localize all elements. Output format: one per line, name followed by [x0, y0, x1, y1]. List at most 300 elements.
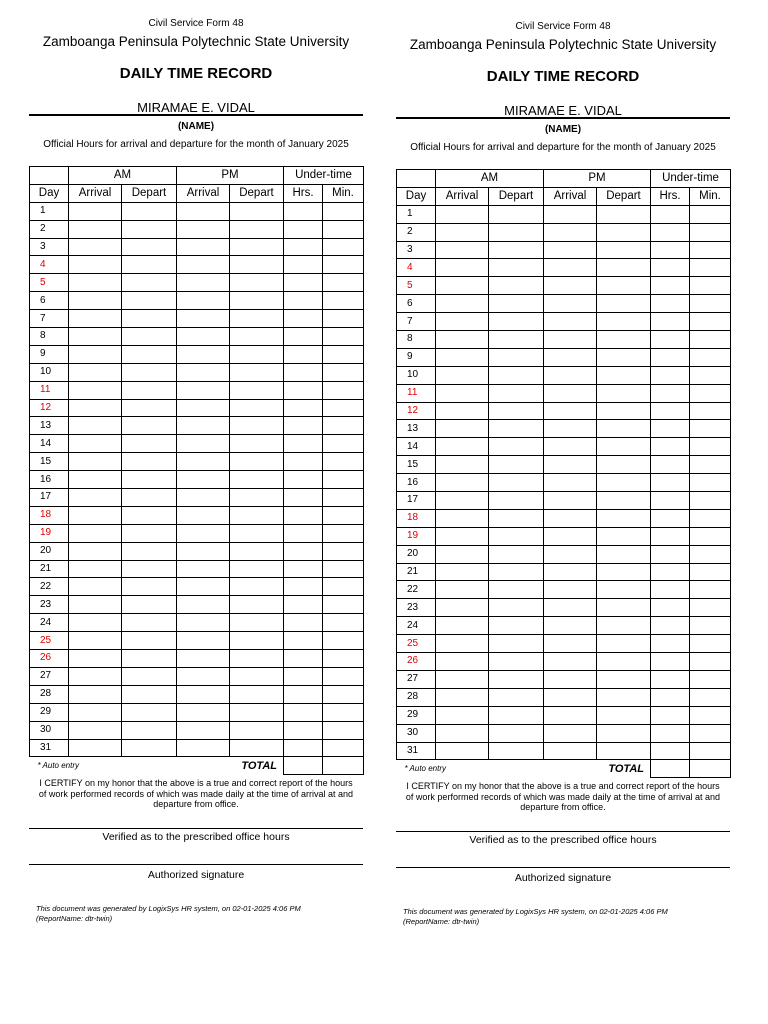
day-number: 20 [30, 542, 69, 560]
undertime-min-cell [690, 438, 731, 456]
pm-depart-cell [597, 205, 651, 223]
certify-text: I CERTIFY on my honor that the above is a true and correct report of the hours of work performed records of which was made daily at the time of arrival at and departure from office. [38, 778, 354, 809]
report-name-text: (ReportName: dtr-twin) [36, 914, 113, 923]
table-row [30, 614, 364, 632]
table-row [30, 417, 364, 435]
am-arrival-cell [436, 653, 489, 671]
pm-depart-cell [230, 238, 284, 256]
am-arrival-cell [436, 348, 489, 366]
table-row [397, 331, 731, 349]
undertime-min-cell [690, 456, 731, 474]
pm-arrival-cell [177, 363, 230, 381]
am-depart-cell [489, 527, 544, 545]
undertime-hrs-cell [284, 685, 323, 703]
signature-line [29, 864, 363, 865]
undertime-hrs-cell [651, 348, 690, 366]
pm-arrival-cell [177, 220, 230, 238]
undertime-min-cell [323, 471, 364, 489]
day-number: 2 [30, 220, 69, 238]
am-depart-cell [122, 578, 177, 596]
day-number: 18 [30, 506, 69, 524]
undertime-hrs-cell [651, 742, 690, 760]
undertime-hrs-cell [284, 345, 323, 363]
pm-arrival-cell [544, 223, 597, 241]
pm-depart-cell [597, 492, 651, 510]
total-hrs-cell [651, 760, 690, 778]
header-pm: PM [177, 167, 284, 185]
am-arrival-cell [69, 650, 122, 668]
pm-depart-cell [597, 438, 651, 456]
table-row [397, 545, 731, 563]
am-depart-cell [122, 453, 177, 471]
undertime-min-cell [323, 650, 364, 668]
am-arrival-cell [69, 363, 122, 381]
undertime-min-cell [690, 241, 731, 259]
pm-arrival-cell [177, 632, 230, 650]
table-row [30, 363, 364, 381]
undertime-hrs-cell [284, 256, 323, 274]
pm-arrival-cell [177, 667, 230, 685]
am-arrival-cell [69, 685, 122, 703]
am-depart-cell [122, 363, 177, 381]
pm-depart-cell [230, 596, 284, 614]
pm-depart-cell [230, 202, 284, 220]
pm-arrival-cell [544, 277, 597, 295]
pm-depart-cell [230, 453, 284, 471]
table-row [397, 581, 731, 599]
pm-arrival-cell [177, 292, 230, 310]
undertime-hrs-cell [284, 202, 323, 220]
total-min-cell [323, 757, 364, 775]
pm-depart-cell [230, 435, 284, 453]
undertime-hrs-cell [651, 205, 690, 223]
undertime-min-cell [323, 274, 364, 292]
certify-text: I CERTIFY on my honor that the above is a true and correct report of the hours of work performed records of which was made daily at the time of arrival at and departure from office. [405, 781, 721, 812]
header-blank [30, 167, 69, 185]
am-depart-cell [122, 560, 177, 578]
day-number: 22 [30, 578, 69, 596]
undertime-min-cell [690, 295, 731, 313]
table-row [397, 724, 731, 742]
table-row [397, 617, 731, 635]
pm-depart-cell [230, 417, 284, 435]
undertime-hrs-cell [284, 435, 323, 453]
undertime-min-cell [323, 453, 364, 471]
am-depart-cell [489, 241, 544, 259]
header-undertime: Under-time [284, 167, 364, 185]
am-depart-cell [489, 223, 544, 241]
pm-arrival-cell [544, 670, 597, 688]
undertime-min-cell [323, 667, 364, 685]
undertime-hrs-cell [651, 706, 690, 724]
undertime-min-cell [323, 578, 364, 596]
day-number: 14 [397, 438, 436, 456]
am-depart-cell [489, 277, 544, 295]
am-arrival-cell [69, 542, 122, 560]
pm-arrival-cell [177, 381, 230, 399]
pm-arrival-cell [177, 524, 230, 542]
pm-arrival-cell [177, 685, 230, 703]
am-depart-cell [489, 724, 544, 742]
am-depart-cell [489, 492, 544, 510]
undertime-min-cell [323, 310, 364, 328]
day-number: 31 [30, 739, 69, 757]
pm-arrival-cell [544, 366, 597, 384]
table-row [397, 474, 731, 492]
am-arrival-cell [436, 724, 489, 742]
pm-depart-cell [597, 366, 651, 384]
pm-arrival-cell [177, 435, 230, 453]
am-depart-cell [489, 331, 544, 349]
day-number: 1 [397, 205, 436, 223]
header-blank [397, 170, 436, 188]
pm-depart-cell [230, 667, 284, 685]
am-depart-cell [122, 685, 177, 703]
am-depart-cell [122, 238, 177, 256]
pm-arrival-cell [544, 331, 597, 349]
undertime-hrs-cell [651, 724, 690, 742]
pm-arrival-cell [544, 492, 597, 510]
day-number: 19 [30, 524, 69, 542]
am-depart-cell [122, 381, 177, 399]
am-arrival-cell [436, 205, 489, 223]
undertime-hrs-cell [284, 506, 323, 524]
undertime-hrs-cell [651, 438, 690, 456]
undertime-hrs-cell [651, 545, 690, 563]
pm-depart-cell [597, 617, 651, 635]
undertime-min-cell [690, 706, 731, 724]
am-depart-cell [122, 632, 177, 650]
pm-depart-cell [230, 274, 284, 292]
official-hours-text: Official Hours for arrival and departure for the month of January 2025 [410, 142, 716, 153]
auto-entry-note: * Auto entry [404, 764, 447, 774]
undertime-min-cell [690, 313, 731, 331]
undertime-min-cell [690, 366, 731, 384]
undertime-min-cell [323, 560, 364, 578]
day-number: 2 [397, 223, 436, 241]
table-row [397, 420, 731, 438]
undertime-min-cell [690, 527, 731, 545]
table-row [397, 742, 731, 760]
day-number: 12 [397, 402, 436, 420]
pm-arrival-cell [177, 650, 230, 668]
table-row [30, 739, 364, 757]
pm-arrival-cell [177, 542, 230, 560]
day-number: 9 [397, 348, 436, 366]
table-row [30, 274, 364, 292]
pm-depart-cell [597, 295, 651, 313]
day-number: 23 [30, 596, 69, 614]
day-number: 16 [397, 474, 436, 492]
table-row [30, 667, 364, 685]
day-number: 28 [397, 688, 436, 706]
undertime-hrs-cell [284, 703, 323, 721]
am-arrival-cell [436, 563, 489, 581]
pm-arrival-cell [544, 527, 597, 545]
pm-depart-cell [597, 706, 651, 724]
am-depart-cell [489, 348, 544, 366]
header-am: AM [436, 170, 544, 188]
undertime-hrs-cell [651, 277, 690, 295]
pm-arrival-cell [177, 721, 230, 739]
am-depart-cell [122, 542, 177, 560]
time-record-table [29, 166, 364, 775]
am-depart-cell [122, 328, 177, 346]
am-arrival-cell [436, 313, 489, 331]
undertime-hrs-cell [284, 220, 323, 238]
am-arrival-cell [436, 295, 489, 313]
day-number: 26 [30, 650, 69, 668]
official-hours-text: Official Hours for arrival and departure for the month of January 2025 [43, 139, 349, 150]
header-am-depart: Depart [122, 184, 177, 202]
undertime-hrs-cell [651, 420, 690, 438]
signature-label: Authorized signature [147, 869, 245, 881]
am-arrival-cell [69, 560, 122, 578]
undertime-hrs-cell [651, 617, 690, 635]
pm-arrival-cell [177, 614, 230, 632]
pm-depart-cell [230, 399, 284, 417]
am-depart-cell [489, 563, 544, 581]
table-row [30, 489, 364, 507]
am-arrival-cell [436, 492, 489, 510]
am-arrival-cell [69, 310, 122, 328]
undertime-min-cell [690, 205, 731, 223]
table-header-row-top [397, 170, 731, 188]
day-number: 10 [30, 363, 69, 381]
verified-line [396, 831, 730, 832]
table-row [397, 563, 731, 581]
am-depart-cell [489, 438, 544, 456]
am-depart-cell [122, 739, 177, 757]
am-arrival-cell [69, 578, 122, 596]
am-arrival-cell [69, 399, 122, 417]
am-arrival-cell [69, 345, 122, 363]
day-number: 29 [397, 706, 436, 724]
day-number: 25 [30, 632, 69, 650]
day-number: 16 [30, 471, 69, 489]
am-depart-cell [122, 399, 177, 417]
am-depart-cell [122, 345, 177, 363]
am-depart-cell [489, 420, 544, 438]
am-depart-cell [489, 259, 544, 277]
pm-depart-cell [230, 345, 284, 363]
table-row [397, 223, 731, 241]
undertime-min-cell [690, 724, 731, 742]
day-number: 23 [397, 599, 436, 617]
pm-depart-cell [230, 739, 284, 757]
am-arrival-cell [436, 474, 489, 492]
day-number: 28 [30, 685, 69, 703]
undertime-hrs-cell [284, 596, 323, 614]
pm-depart-cell [597, 527, 651, 545]
day-number: 17 [30, 489, 69, 507]
pm-arrival-cell [177, 471, 230, 489]
undertime-hrs-cell [284, 632, 323, 650]
pm-arrival-cell [544, 402, 597, 420]
undertime-min-cell [690, 617, 731, 635]
verified-label: Verified as to the prescribed office hours [469, 834, 657, 846]
table-row [30, 202, 364, 220]
day-number: 22 [397, 581, 436, 599]
pm-depart-cell [230, 632, 284, 650]
table-row [30, 721, 364, 739]
day-number: 8 [397, 331, 436, 349]
undertime-hrs-cell [284, 363, 323, 381]
day-number: 14 [30, 435, 69, 453]
name-label: (NAME) [177, 121, 215, 132]
day-number: 10 [397, 366, 436, 384]
undertime-min-cell [690, 384, 731, 402]
pm-depart-cell [230, 310, 284, 328]
table-row [30, 632, 364, 650]
form-number: Civil Service Form 48 [148, 18, 244, 29]
day-number: 4 [397, 259, 436, 277]
pm-depart-cell [230, 292, 284, 310]
undertime-min-cell [690, 742, 731, 760]
undertime-hrs-cell [284, 560, 323, 578]
undertime-hrs-cell [284, 328, 323, 346]
pm-depart-cell [597, 331, 651, 349]
pm-depart-cell [597, 348, 651, 366]
undertime-hrs-cell [651, 241, 690, 259]
pm-depart-cell [230, 220, 284, 238]
am-depart-cell [122, 274, 177, 292]
undertime-hrs-cell [651, 384, 690, 402]
am-depart-cell [489, 295, 544, 313]
undertime-hrs-cell [651, 509, 690, 527]
table-row [397, 438, 731, 456]
pm-depart-cell [230, 489, 284, 507]
day-number: 6 [397, 295, 436, 313]
undertime-hrs-cell [651, 653, 690, 671]
day-number: 24 [30, 614, 69, 632]
table-row [30, 310, 364, 328]
undertime-hrs-cell [651, 366, 690, 384]
table-row [397, 653, 731, 671]
table-header-row-top [30, 167, 364, 185]
am-arrival-cell [436, 420, 489, 438]
am-depart-cell [489, 205, 544, 223]
pm-depart-cell [230, 256, 284, 274]
undertime-hrs-cell [651, 670, 690, 688]
table-row [30, 453, 364, 471]
undertime-hrs-cell [284, 381, 323, 399]
undertime-min-cell [323, 202, 364, 220]
pm-arrival-cell [544, 509, 597, 527]
day-number: 27 [30, 667, 69, 685]
undertime-min-cell [323, 345, 364, 363]
name-underline [396, 117, 730, 119]
day-number: 13 [30, 417, 69, 435]
name-underline [29, 114, 363, 116]
table-row [397, 402, 731, 420]
am-depart-cell [122, 202, 177, 220]
header-pm-arrival: Arrival [544, 187, 597, 205]
day-number: 13 [397, 420, 436, 438]
undertime-min-cell [323, 739, 364, 757]
undertime-hrs-cell [284, 292, 323, 310]
day-number: 18 [397, 509, 436, 527]
undertime-min-cell [690, 474, 731, 492]
am-arrival-cell [69, 220, 122, 238]
day-number: 21 [30, 560, 69, 578]
pm-arrival-cell [177, 256, 230, 274]
undertime-min-cell [323, 596, 364, 614]
table-row [397, 527, 731, 545]
pm-arrival-cell [177, 506, 230, 524]
am-depart-cell [489, 509, 544, 527]
pm-depart-cell [597, 653, 651, 671]
undertime-hrs-cell [284, 471, 323, 489]
day-number: 8 [30, 328, 69, 346]
pm-arrival-cell [544, 653, 597, 671]
pm-depart-cell [230, 703, 284, 721]
header-am-arrival: Arrival [436, 187, 489, 205]
pm-arrival-cell [544, 295, 597, 313]
pm-arrival-cell [544, 742, 597, 760]
pm-depart-cell [597, 259, 651, 277]
day-number: 11 [397, 384, 436, 402]
table-row [397, 456, 731, 474]
undertime-min-cell [323, 399, 364, 417]
am-arrival-cell [69, 667, 122, 685]
am-arrival-cell [436, 706, 489, 724]
undertime-hrs-cell [284, 310, 323, 328]
am-depart-cell [122, 417, 177, 435]
time-record-table [396, 169, 731, 778]
header-min: Min. [690, 187, 731, 205]
am-depart-cell [489, 456, 544, 474]
table-row [397, 205, 731, 223]
undertime-min-cell [323, 685, 364, 703]
am-arrival-cell [69, 489, 122, 507]
undertime-hrs-cell [651, 688, 690, 706]
undertime-min-cell [323, 489, 364, 507]
am-depart-cell [122, 471, 177, 489]
form-number: Civil Service Form 48 [515, 21, 611, 32]
header-hrs: Hrs. [284, 184, 323, 202]
pm-depart-cell [597, 420, 651, 438]
day-number: 5 [397, 277, 436, 295]
undertime-min-cell [690, 653, 731, 671]
pm-arrival-cell [177, 238, 230, 256]
day-number: 9 [30, 345, 69, 363]
verified-line [29, 828, 363, 829]
pm-depart-cell [230, 328, 284, 346]
table-row [30, 578, 364, 596]
header-am-depart: Depart [489, 187, 544, 205]
pm-arrival-cell [177, 202, 230, 220]
header-pm: PM [544, 170, 651, 188]
form-title: DAILY TIME RECORD [486, 68, 640, 85]
undertime-hrs-cell [284, 238, 323, 256]
pm-arrival-cell [177, 578, 230, 596]
am-depart-cell [489, 545, 544, 563]
pm-depart-cell [597, 402, 651, 420]
pm-arrival-cell [544, 617, 597, 635]
am-arrival-cell [69, 703, 122, 721]
pm-depart-cell [597, 384, 651, 402]
undertime-hrs-cell [651, 492, 690, 510]
signature-line [396, 867, 730, 868]
day-number: 7 [397, 313, 436, 331]
pm-arrival-cell [544, 348, 597, 366]
pm-arrival-cell [177, 328, 230, 346]
am-arrival-cell [436, 384, 489, 402]
undertime-min-cell [690, 277, 731, 295]
pm-arrival-cell [177, 274, 230, 292]
am-arrival-cell [436, 331, 489, 349]
